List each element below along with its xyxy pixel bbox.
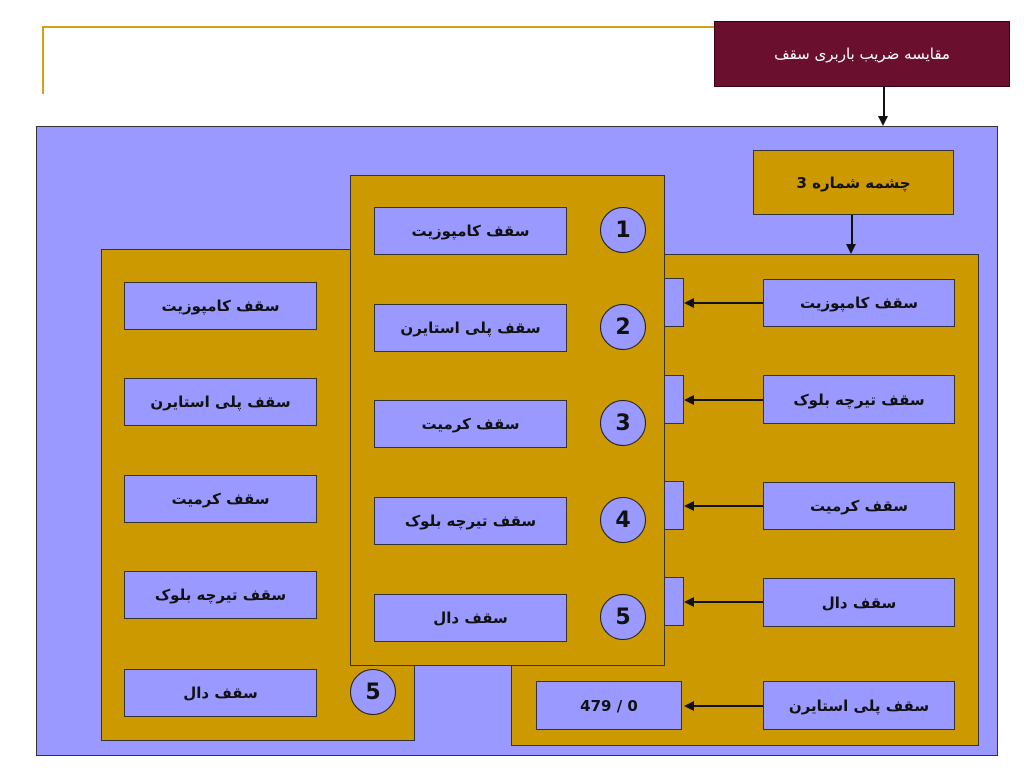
right-arrow-line xyxy=(694,505,763,507)
title-connector-line xyxy=(883,87,885,117)
center-item-label: سقف تیرچه بلوک xyxy=(374,497,567,545)
right-arrowhead xyxy=(684,701,694,711)
right-result-box-4 xyxy=(664,577,684,626)
right-result-box-1 xyxy=(664,278,684,327)
center-item-label: سقف دال xyxy=(374,594,567,642)
center-number-circle: 3 xyxy=(600,400,646,446)
right-arrow-line xyxy=(694,705,763,707)
title-rule-horizontal xyxy=(42,26,714,28)
title-rule-vertical xyxy=(42,26,44,94)
center-number-circle: 5 xyxy=(600,594,646,640)
left-item-label: سقف دال xyxy=(124,669,317,717)
right-result-value: 0 / 479 xyxy=(536,681,682,730)
right-arrow-line xyxy=(694,302,763,304)
left-item-label: سقف پلی استایرن xyxy=(124,378,317,426)
left-item-label: سقف کرمیت xyxy=(124,475,317,523)
right-result-box-3 xyxy=(664,481,684,530)
right-item-label: سقف کامپوزیت xyxy=(763,279,955,327)
right-arrowhead xyxy=(684,395,694,405)
title-connector-arrowhead xyxy=(878,116,888,126)
right-item-label: سقف کرمیت xyxy=(763,482,955,530)
right-result-box-2 xyxy=(664,375,684,424)
right-arrowhead xyxy=(684,298,694,308)
span-connector-line xyxy=(851,215,853,245)
right-item-label: سقف پلی استایرن xyxy=(763,681,955,730)
left-item-label: سقف تیرچه بلوک xyxy=(124,571,317,619)
center-item-label: سقف کامپوزیت xyxy=(374,207,567,255)
center-number-circle: 1 xyxy=(600,207,646,253)
left-item-label: سقف کامپوزیت xyxy=(124,282,317,330)
right-item-label: سقف تیرچه بلوک xyxy=(763,375,955,424)
center-item-label: سقف کرمیت xyxy=(374,400,567,448)
center-number-circle: 2 xyxy=(600,304,646,350)
right-arrow-line xyxy=(694,399,763,401)
span-label: چشمه شماره 3 xyxy=(753,150,954,215)
center-item-label: سقف پلی استایرن xyxy=(374,304,567,352)
right-arrowhead xyxy=(684,597,694,607)
diagram-title: مقایسه ضریب باربری سقف xyxy=(714,21,1010,87)
right-item-label: سقف دال xyxy=(763,578,955,627)
right-arrow-line xyxy=(694,601,763,603)
left-number-circle: 5 xyxy=(350,669,396,715)
span-connector-arrowhead xyxy=(846,244,856,254)
right-arrowhead xyxy=(684,501,694,511)
center-number-circle: 4 xyxy=(600,497,646,543)
